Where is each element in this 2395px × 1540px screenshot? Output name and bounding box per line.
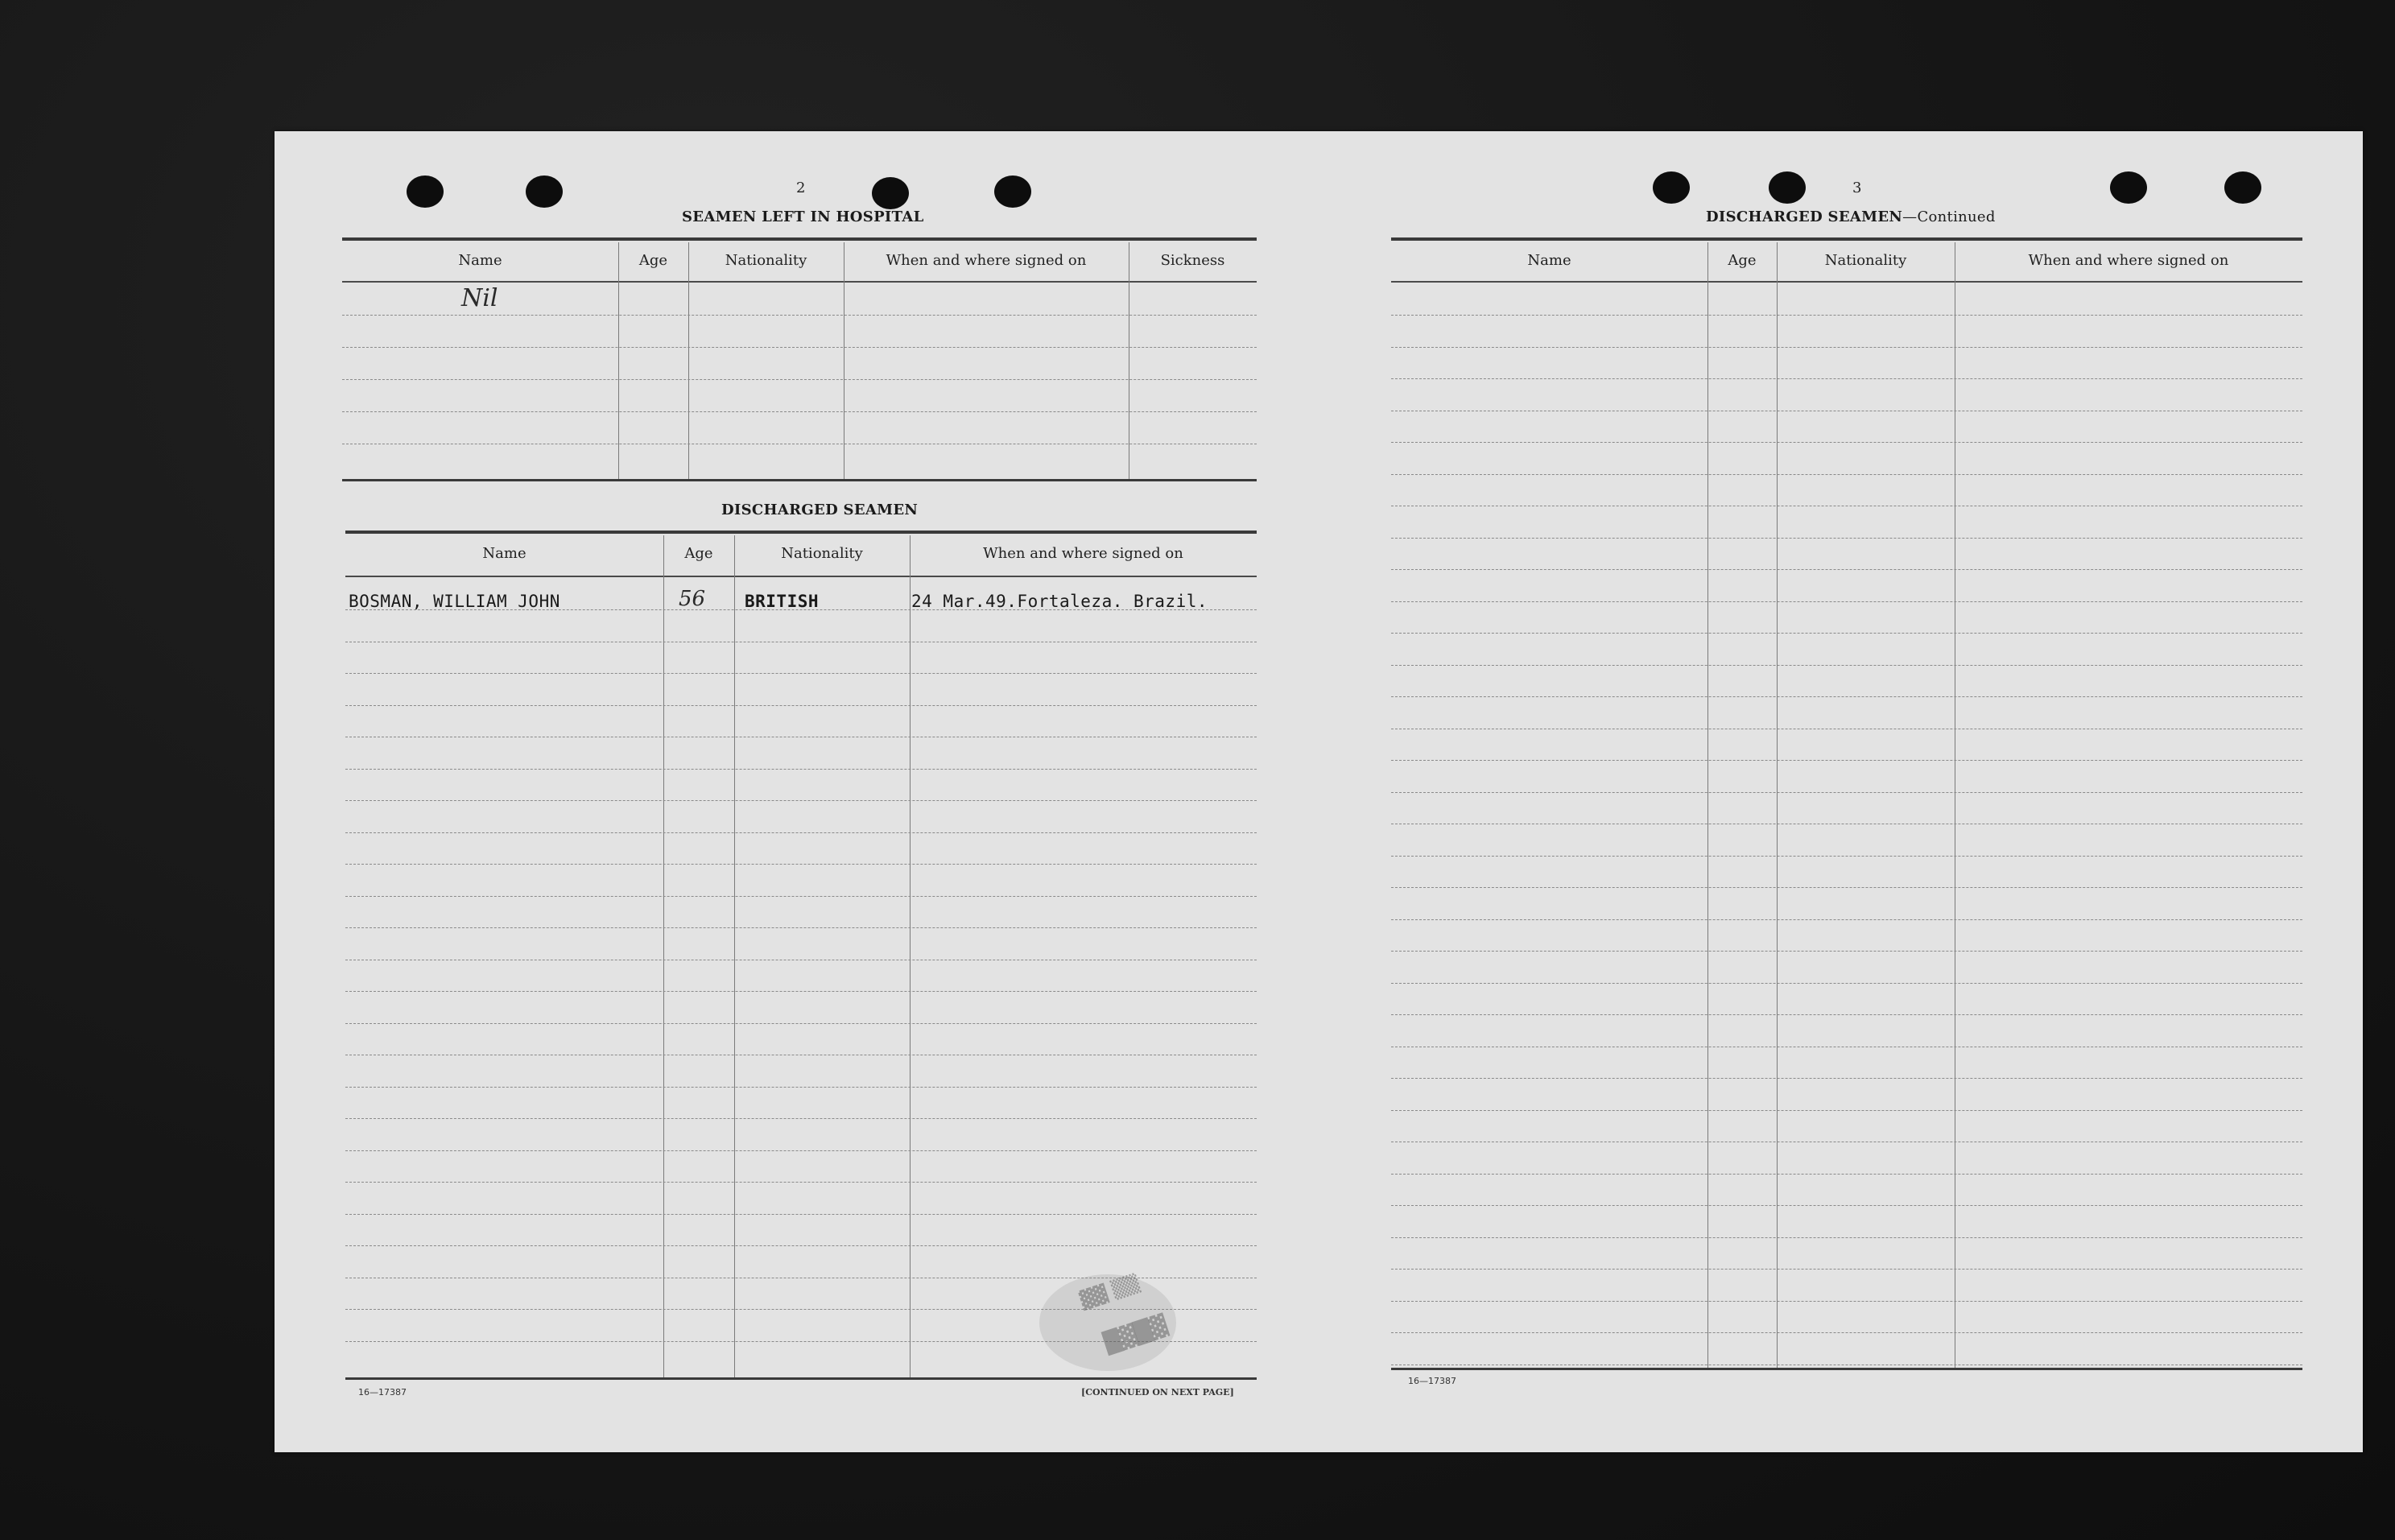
row-line: [1391, 951, 2302, 952]
row-line: [1391, 601, 2302, 602]
table-bottom-rule: [345, 1377, 1257, 1380]
continued-title-suffix: —Continued: [1902, 208, 1996, 225]
column-header-age: Age: [1728, 252, 1757, 269]
row-line: [345, 1118, 1257, 1119]
row-line: [345, 1245, 1257, 1246]
continued-section-title: [1706, 208, 1996, 225]
column-header-sickness: Sickness: [1160, 252, 1225, 269]
table-bottom-rule: [342, 479, 1257, 481]
row-line: [1391, 442, 2302, 443]
row-line: [345, 705, 1257, 706]
column-header-nationality: Nationality: [725, 252, 807, 269]
punch-hole: [2224, 171, 2261, 204]
row-line: [1391, 1014, 2302, 1015]
row-line: [345, 991, 1257, 992]
column-divider: [1707, 242, 1708, 1368]
row-line: [1391, 856, 2302, 857]
handwritten-nil: Nil: [461, 284, 498, 312]
table-top-rule: [345, 531, 1257, 534]
column-header-name: Name: [458, 252, 502, 269]
column-header-name: Name: [482, 545, 526, 562]
column-header-signed-on: When and where signed on: [886, 252, 1087, 269]
punch-hole: [407, 175, 444, 208]
page-number-left: 2: [796, 180, 806, 196]
row-line: [1391, 919, 2302, 920]
seaman-nationality: BRITISH: [745, 592, 820, 611]
row-line: [345, 673, 1257, 674]
punch-hole: [2110, 171, 2147, 204]
column-divider: [734, 535, 735, 1377]
row-line: [1391, 378, 2302, 379]
row-line: [1391, 665, 2302, 666]
row-line: [1391, 1078, 2302, 1079]
faded-stamp: ▓▓ ▒▒: [1077, 1273, 1142, 1312]
row-line: [345, 927, 1257, 928]
seaman-signed-on: 24 Mar.49.Fortaleza. Brazil.: [911, 592, 1208, 611]
faded-stamp: █▓█▓: [1101, 1313, 1171, 1356]
column-header-signed-on: When and where signed on: [2028, 252, 2229, 269]
stamp-smudge: [1039, 1274, 1176, 1371]
row-line: [345, 609, 1257, 610]
row-line: [342, 315, 1257, 316]
seaman-age: 56: [679, 587, 706, 611]
table-bottom-rule: [1391, 1368, 2302, 1370]
row-line: [1391, 538, 2302, 539]
column-header-signed-on: When and where signed on: [983, 545, 1183, 562]
row-line: [345, 1087, 1257, 1088]
form-number-left: 16—17387: [358, 1387, 407, 1398]
row-line: [1391, 1110, 2302, 1111]
header-rule: [345, 576, 1257, 577]
punch-hole: [1653, 171, 1690, 204]
header-rule: [342, 281, 1257, 283]
row-line: [1391, 792, 2302, 793]
row-line: [1391, 696, 2302, 697]
table-top-rule: [342, 237, 1257, 241]
page-number-right: 3: [1852, 180, 1862, 196]
row-line: [342, 347, 1257, 348]
punch-hole: [526, 175, 563, 208]
row-line: [345, 832, 1257, 833]
row-line: [342, 411, 1257, 412]
row-line: [1391, 347, 2302, 348]
seaman-name: BOSMAN, WILLIAM JOHN: [349, 592, 560, 611]
row-line: [1391, 760, 2302, 761]
discharged-section-title: DISCHARGED SEAMEN: [721, 502, 919, 518]
punch-hole: [872, 177, 909, 209]
header-rule: [1391, 281, 2302, 283]
continued-note: [CONTINUED ON NEXT PAGE]: [1081, 1387, 1234, 1398]
row-line: [345, 800, 1257, 801]
continued-title-main: DISCHARGED SEAMEN: [1706, 208, 1903, 225]
row-line: [1391, 474, 2302, 475]
column-divider: [910, 535, 911, 1377]
row-line: [345, 1214, 1257, 1215]
punch-hole: [994, 175, 1031, 208]
column-divider: [1777, 242, 1778, 1368]
row-line: [1391, 1332, 2302, 1333]
row-line: [1391, 1237, 2302, 1238]
punch-hole: [1769, 171, 1806, 204]
column-divider: [663, 535, 664, 1377]
row-line: [345, 896, 1257, 897]
table-top-rule: [1391, 237, 2302, 241]
row-line: [1391, 569, 2302, 570]
discharged-continued-table: [1391, 237, 2302, 1371]
hospital-section-title: SEAMEN LEFT IN HOSPITAL: [682, 208, 924, 225]
hospital-table: [342, 237, 1257, 484]
row-line: [342, 379, 1257, 380]
row-line: [345, 1182, 1257, 1183]
row-line: [1391, 983, 2302, 984]
row-line: [1391, 1174, 2302, 1175]
row-line: [345, 769, 1257, 770]
row-line: [1391, 633, 2302, 634]
row-line: [1391, 315, 2302, 316]
document-sheet: [275, 131, 2363, 1452]
row-line: [1391, 1269, 2302, 1270]
column-header-age: Age: [684, 545, 713, 562]
row-line: [1391, 1205, 2302, 1206]
column-header-nationality: Nationality: [781, 545, 863, 562]
row-line: [345, 1023, 1257, 1024]
form-number-right: 16—17387: [1408, 1376, 1456, 1386]
row-line: [345, 1150, 1257, 1151]
column-header-nationality: Nationality: [1824, 252, 1907, 269]
discharged-table: [345, 531, 1257, 1382]
column-header-age: Age: [638, 252, 668, 269]
row-line: [345, 864, 1257, 865]
row-line: [1391, 887, 2302, 888]
column-header-name: Name: [1527, 252, 1571, 269]
row-line: [1391, 1301, 2302, 1302]
